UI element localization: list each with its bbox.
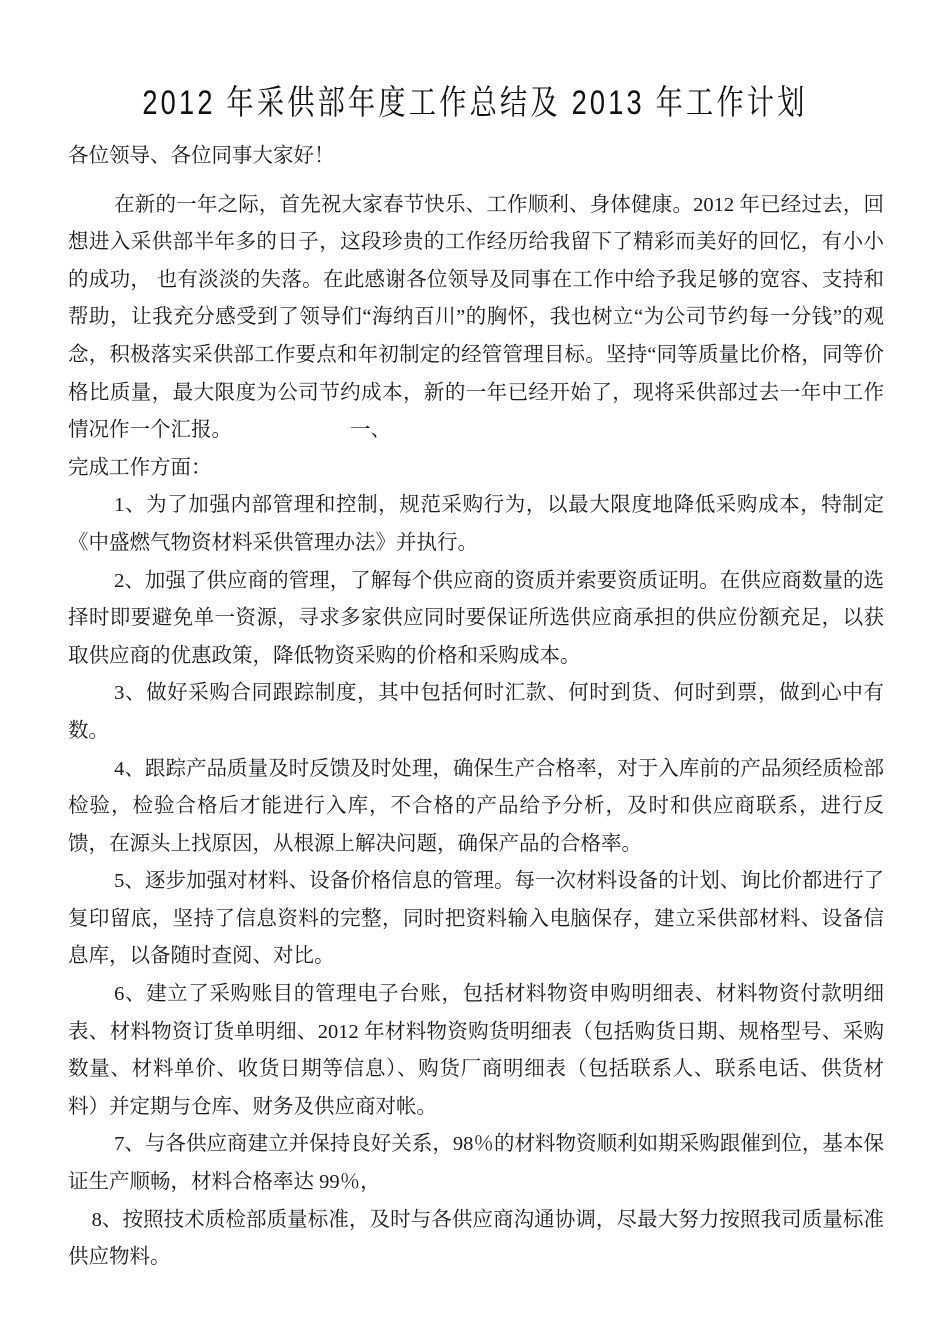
intro-paragraph (68, 187, 884, 450)
section-heading: 完成工作方面： (68, 456, 212, 479)
list-item: 1、为了加强内部管理和控制，规范采购行为，以最大限度地降低采购成本，特制定《中盛燃气物资材料采供管理办法》并执行。 (68, 494, 884, 554)
list-item: 7、与各供应商建立并保持良好关系，98％的材料物资顺利如期采购跟催到位，基本保证生产顺畅，材料合格率达 99％， (68, 1133, 884, 1194)
list-item: 6、建立了采购账目的管理电子台账，包括材料物资申购明细表、材料物资付款明细表、材料物资订货单明细、2012 年材料物资购货明细表（包括购货日期、规格型号、采购数量、材料单价、收货日期等信息）、购货厂商明细表（包括联系人、联系电话、供货材料）并定期与仓库、财务及供应商对帐。 (68, 983, 884, 1118)
list-item: 3、做好采购合同跟踪制度，其中包括何时汇款、何时到货、何时到票，做到心中有数。 (68, 682, 884, 742)
list-item: 5、逐步加强对材料、设备价格信息的管理。每一次材料设备的计划、询比价都进行了复印留底，坚持了信息资料的完整，同时把资料输入电脑保存，建立采供部材料、设备信息库，以备随时查阅、对比。 (68, 870, 884, 968)
salutation-paragraph: 各位领导、各位同事大家好！ (68, 145, 335, 167)
section-marker: 一、 (350, 419, 391, 442)
page-title: 2012 年采供部年度工作总结及 2013 年工作计划 (142, 83, 808, 122)
list-item: 4、跟踪产品质量及时反馈及时处理，确保生产合格率，对于入库前的产品须经质检部检验，检验合格后才能进行入库，不合格的产品给予分析，及时和供应商联系，进行反馈，在源头上找原因，从根源上解决问题，确保产品的合格率。 (68, 757, 884, 855)
document-body (68, 138, 884, 1277)
list-item: 2、加强了供应商的管理，了解每个供应商的资质并索要资质证明。在供应商数量的选择时即要避免单一资源，寻求多家供应同时要保证所选供应商承担的供应份额充足，以获取供应商的优惠政策，降低物资采购的价格和采购成本。 (68, 569, 884, 667)
list-item: 8、按照技术质检部质量标准，及时与各供应商沟通协调，尽最大努力按照我司质量标准供应物料。 (68, 1208, 884, 1269)
intro-text: 在新的一年之际，首先祝大家春节快乐、工作顺利、身体健康。2012 年已经过去，回想进入采供部半年多的日子，这段珍贵的工作经历给我留下了精彩而美好的回忆，有小小的成功， 也有淡淡的失落。在此感谢各位领导及同事在工作中给予我足够的宽容、支持和帮助，让我充分感受到了领导们“海纳百川”的胸怀，我也树立“为公司节约每一分钱”的观念，积极落实采供部工作要点和年初制定的经管管理目标。坚持“同等质量比价格，同等价格比质量，最大限度为公司节约成本，新的一年已经开始了，现将采供部过去一年中工作情况作一个汇报。 (68, 193, 884, 442)
